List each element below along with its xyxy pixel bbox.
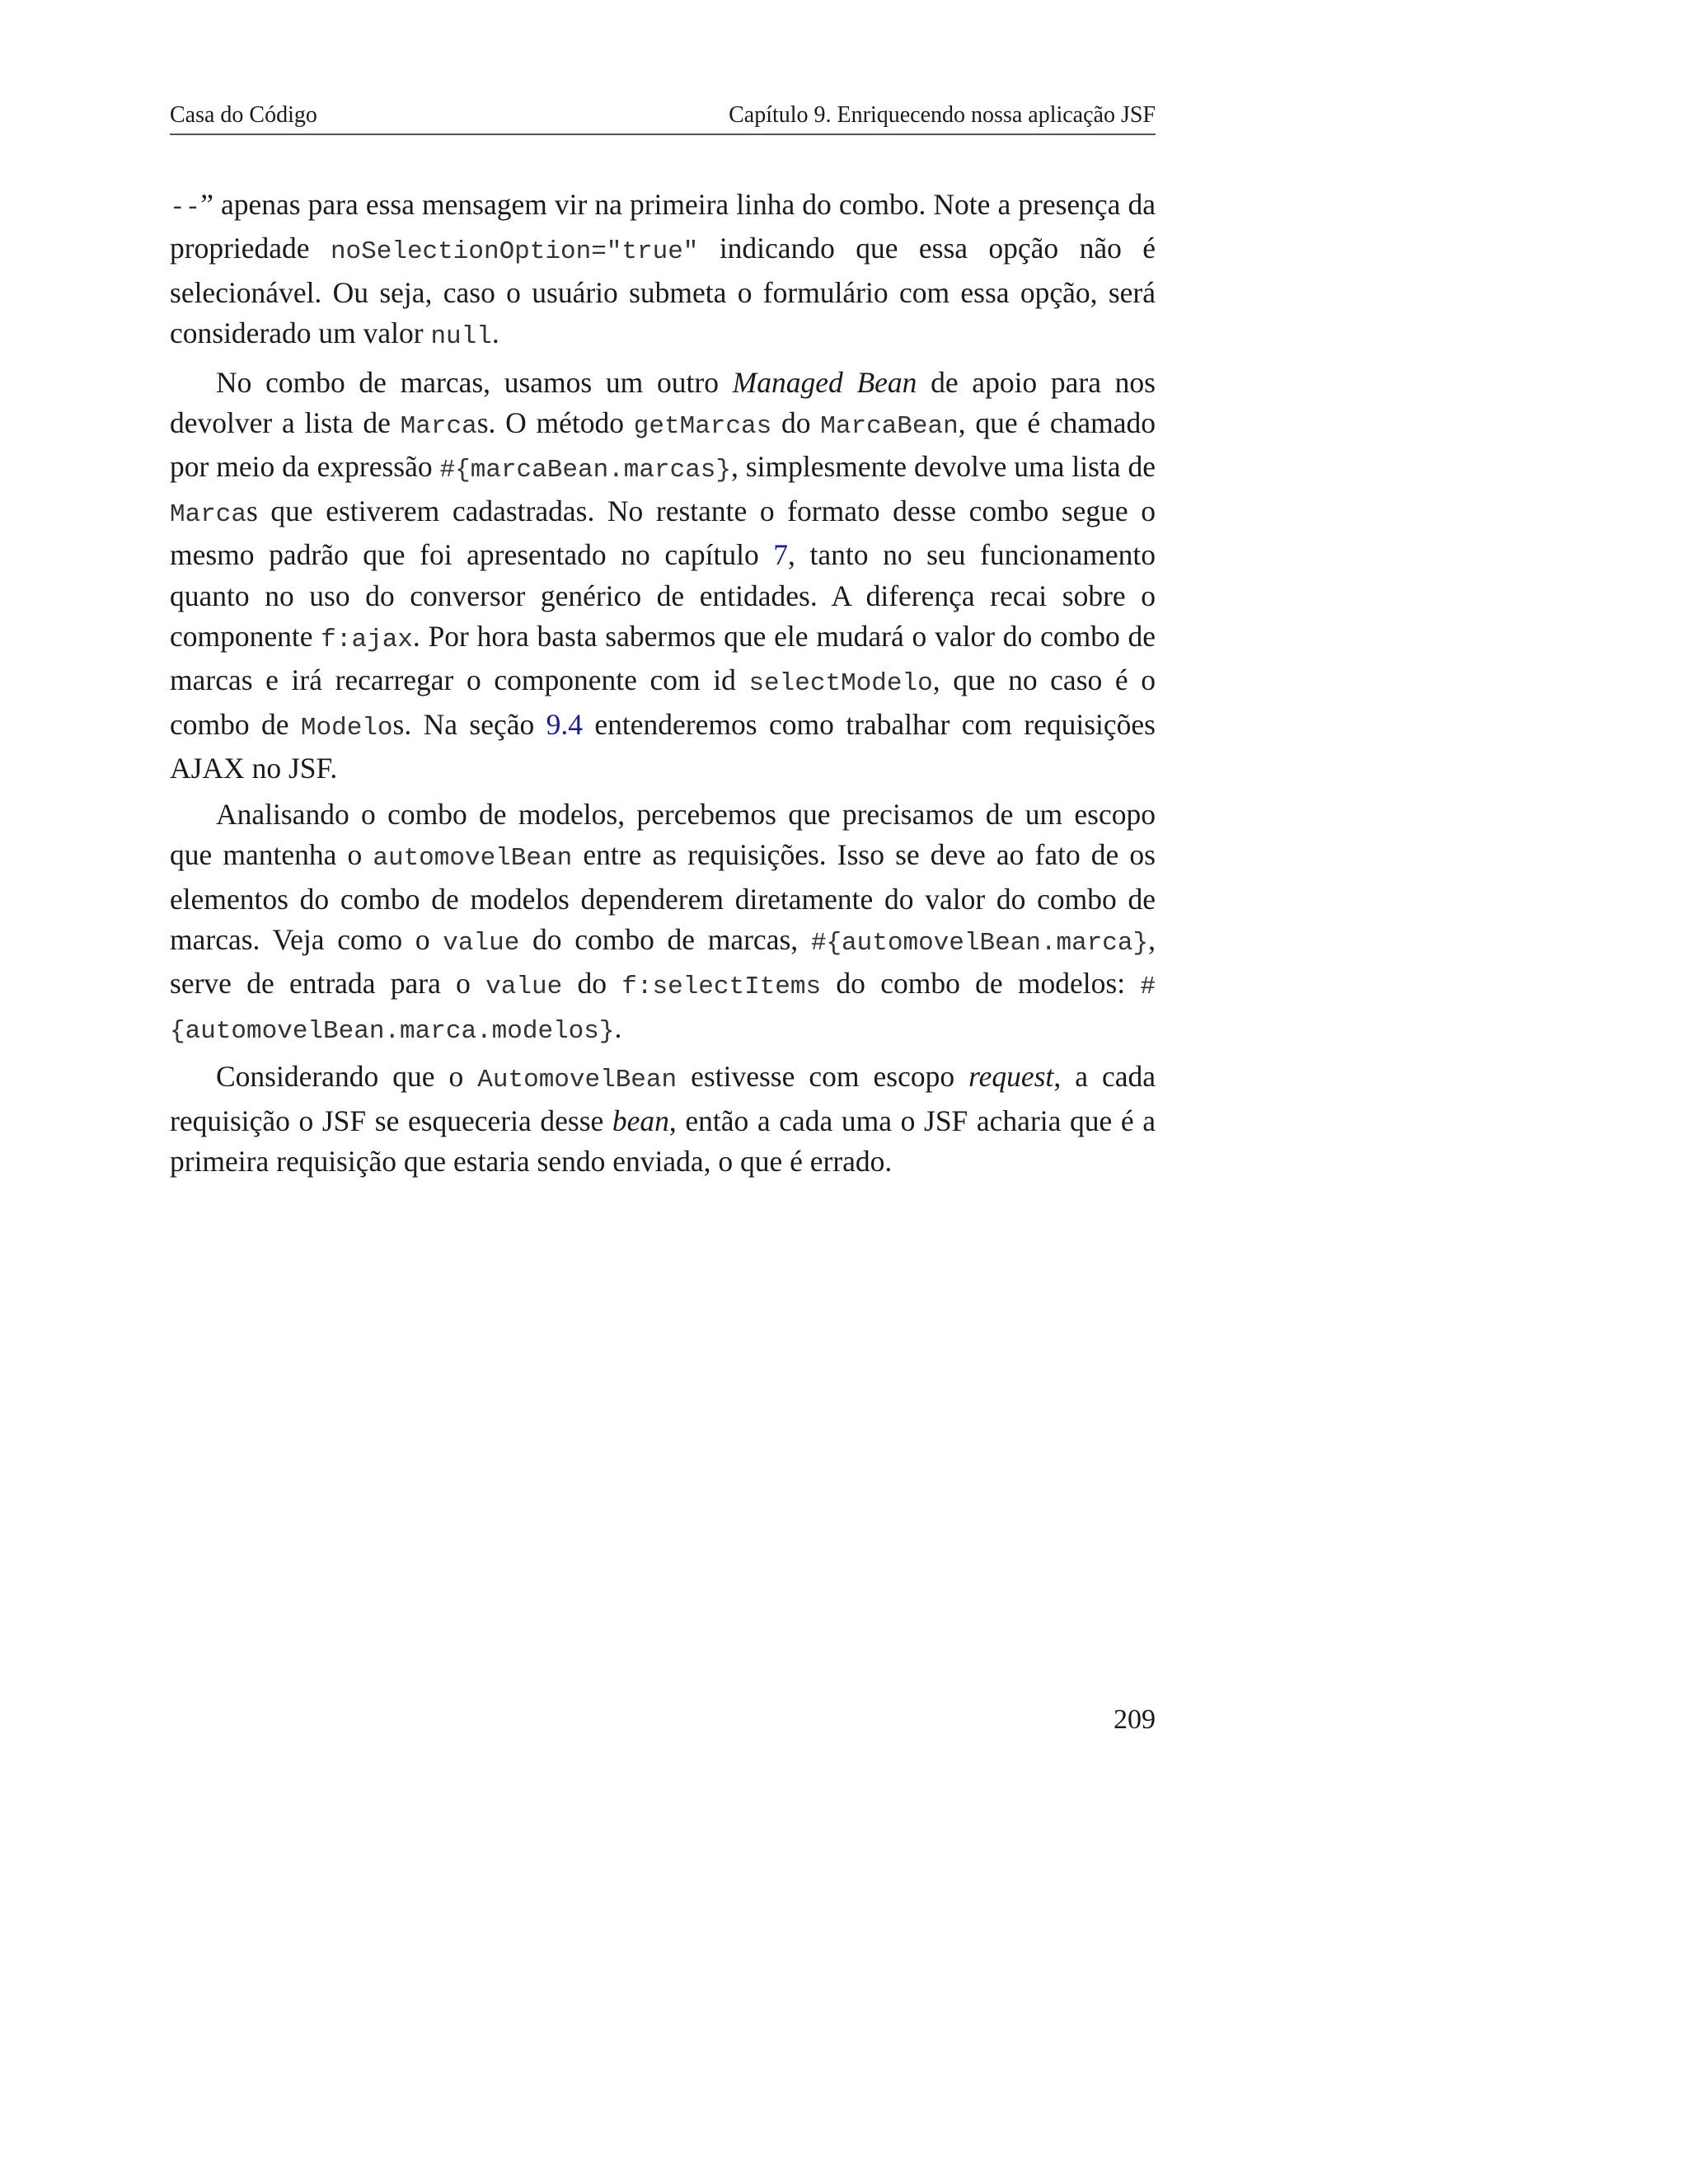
inline-code: getMarcas — [633, 412, 772, 442]
text-run: No combo de marcas, usamos um outro — [216, 365, 733, 399]
body-text — [170, 185, 1156, 1187]
inline-code: value — [443, 928, 520, 958]
text-run: , então a cada uma o JSF acharia que é a primeira requisição que estaria sendo enviada, o que é errado. — [170, 1104, 1156, 1178]
inline-code: Marca — [170, 499, 247, 529]
page-number: 209 — [1114, 1704, 1156, 1735]
inline-code: f:selectItems — [621, 972, 822, 1002]
emphasis: bean — [612, 1104, 669, 1137]
text-run: s que estiverem cadastradas. No restante o formato desse combo segue o mesmo padrão que foi apresentado no capítulo — [170, 494, 1156, 572]
paragraph-1 — [170, 185, 1156, 358]
text-run: . — [614, 1010, 622, 1044]
paragraph-2 — [170, 363, 1156, 790]
text-run: , a cada requisição o JSF se esqueceria desse — [170, 1060, 1156, 1137]
inline-code: Marca — [400, 412, 477, 442]
inline-code: noSelectionOption="true" — [330, 237, 699, 267]
inline-code: -- — [170, 194, 201, 223]
text-run: estivesse com escopo — [677, 1060, 969, 1094]
inline-code: #{marcaBean.marcas} — [439, 456, 732, 485]
text-run: do — [562, 967, 622, 1001]
text-run: de apoio para nos devolver a lista de — [170, 365, 1156, 440]
inline-code: value — [485, 972, 563, 1002]
running-header — [170, 97, 1156, 135]
text-run: s. Na seção — [392, 707, 546, 741]
text-run: , tanto no seu funcionamento quanto no uso do conversor genérico de entidades. A diferença recai sobre o componente — [170, 538, 1156, 654]
inline-code: automovelBean — [373, 844, 573, 874]
text-run: Considerando que o — [216, 1060, 478, 1094]
text-run: . Por hora basta sabermos que ele mudará o valor do combo de marcas e irá recarregar o componente com id — [170, 620, 1156, 697]
text-run: do combo de modelos: — [821, 967, 1141, 1001]
inline-code: AutomovelBean — [477, 1066, 678, 1095]
text-run: do combo de marcas, — [519, 922, 811, 956]
text-run: , serve de entrada para o — [170, 922, 1156, 1001]
text-run: s. O método — [476, 406, 634, 440]
text-run: , simplesmente devolve uma lista de — [731, 450, 1156, 484]
book-title: Casa do Código — [170, 102, 317, 128]
section-reference-link[interactable]: 9.4 — [546, 707, 584, 741]
chapter-title: Capítulo 9. Enriquecendo nossa aplicação JSF — [729, 102, 1156, 128]
inline-code: null — [430, 322, 492, 352]
text-run: , que é chamado por meio da expressão — [170, 406, 1156, 484]
text-run: Analisando o combo de modelos, percebemos que precisamos de um escopo que mantenha o — [170, 797, 1156, 872]
paragraph-3 — [170, 794, 1156, 1052]
text-run: . — [491, 316, 499, 350]
inline-code: Modelo — [300, 713, 393, 743]
text-run: indicando que essa opção não é selecionável. Ou seja, caso o usuário submeta o formulário com essa opção, será considerado um valor — [170, 232, 1156, 350]
inline-code: f:ajax — [321, 626, 413, 655]
text-run: entenderemos como trabalhar com requisições AJAX no JSF. — [170, 707, 1156, 785]
text-run: ” apenas para essa mensagem vir na primeira linha do combo. Note a presença da propriedade — [170, 188, 1156, 265]
emphasis: request — [968, 1060, 1054, 1094]
inline-code: #{automovelBean.marca.modelos} — [170, 972, 1156, 1046]
inline-code: MarcaBean — [820, 412, 959, 442]
text-run: entre as requisições. Isso se deve ao fato de os elementos do combo de modelos dependerem diretamente do valor do combo de marcas. Veja como o — [170, 838, 1156, 956]
inline-code: #{automovelBean.marca} — [810, 928, 1149, 958]
paragraph-4 — [170, 1057, 1156, 1182]
text-run: do — [771, 406, 821, 440]
emphasis: Managed Bean — [732, 365, 917, 399]
inline-code: selectModelo — [748, 669, 933, 699]
chapter-reference-link[interactable]: 7 — [773, 538, 789, 572]
text-run: , que no caso é o combo de — [170, 663, 1156, 741]
